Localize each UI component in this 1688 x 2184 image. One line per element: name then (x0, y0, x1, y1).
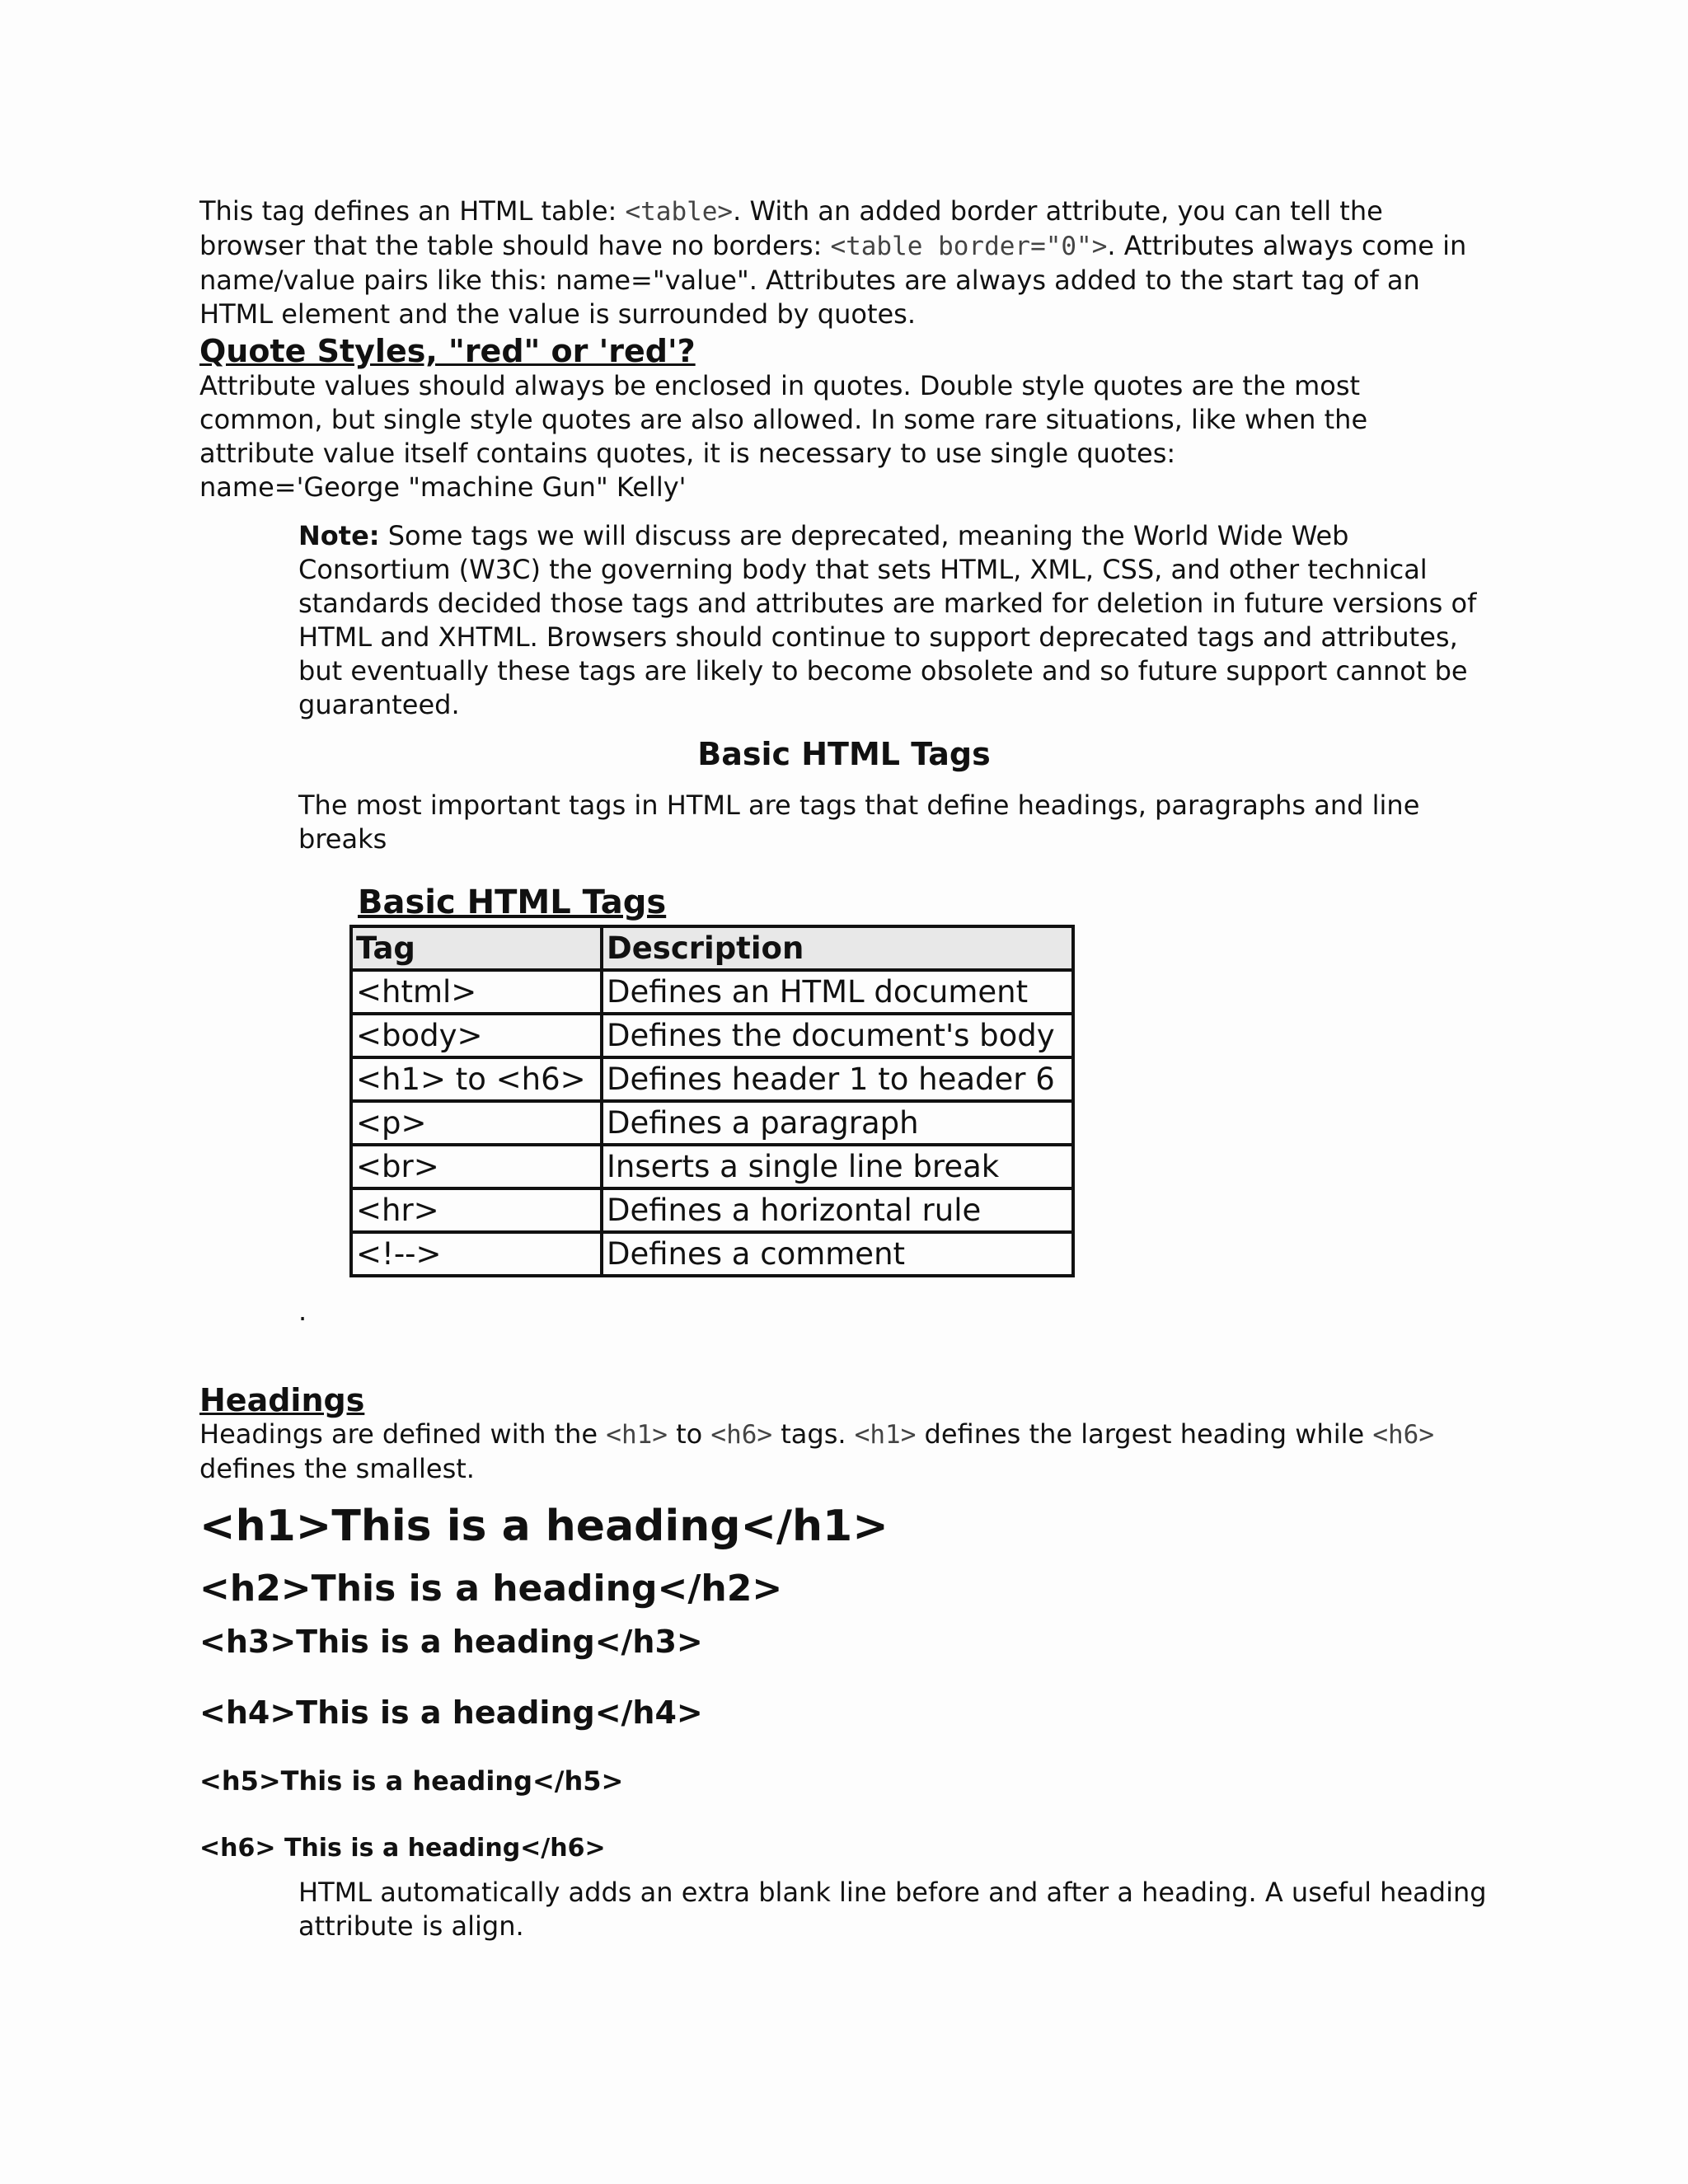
table-row (351, 1232, 1073, 1276)
table-cell-tag: <p> (351, 1101, 602, 1145)
headings-code-h1-b: <h1> (854, 1420, 917, 1450)
table-row (351, 1101, 1073, 1145)
note-text: Some tags we will discuss are deprecated, meaning the World Wide Web Consortium (W3C) the governing body that sets HTML, XML, CSS, and other technical standards decided those tags and attributes are marked for deletion in future versions of HTML and XHTML. Browsers should continue to support deprecated tags and attributes, but eventually these tags are likely to become obsolete and so future support cannot be guaranteed. (298, 520, 1477, 720)
intro-code-table-border: <table border="0"> (830, 232, 1108, 261)
table-cell-tag: <body> (351, 1014, 602, 1057)
basic-html-tags-title: Basic HTML Tags (697, 736, 991, 772)
heading-demo-h5: <h5>This is a heading</h5> (199, 1765, 624, 1797)
table-cell-tag: <h1> to <h6> (351, 1057, 602, 1101)
headings-text-1: Headings are defined with the (199, 1418, 607, 1450)
intro-text-3: . Attributes always come in name/value pairs like this: name="value". Attributes are always added to the start tag of an HTML element and the value is surrounded by quotes. (199, 230, 1467, 330)
headings-code-h6: <h6> (710, 1420, 773, 1450)
heading-demo-h6: <h6> This is a heading</h6> (199, 1834, 606, 1863)
headings-text-5: defines the smallest. (199, 1453, 475, 1484)
table-row (351, 970, 1073, 1014)
heading-demo-h1: <h1>This is a heading</h1> (199, 1502, 889, 1551)
heading-demo-h4: <h4>This is a heading</h4> (199, 1694, 703, 1731)
table-cell-tag: <br> (351, 1145, 602, 1188)
table-header-row (351, 926, 1073, 970)
headings-text-3: tags. (772, 1418, 855, 1450)
table-cell-description: Defines a comment (602, 1232, 1073, 1276)
intro-paragraph (199, 194, 1485, 331)
table-cell-tag: <!--> (351, 1232, 602, 1276)
table-cell-description: Inserts a single line break (602, 1145, 1073, 1188)
headings-text-4: defines the largest heading while (916, 1418, 1373, 1450)
headings-outro: HTML automatically adds an extra blank line before and after a heading. A useful heading attribute is align. (298, 1877, 1487, 1942)
quote-styles-body: Attribute values should always be enclosed in quotes. Double style quotes are the most common, but single style quotes are also allowed. In some rare situations, like when the attribute value itself contains quotes, it is necessary to use single quotes: (199, 370, 1368, 469)
table-cell-tag: <hr> (351, 1188, 602, 1232)
headings-text-2: to (667, 1418, 711, 1450)
table-header-tag: Tag (351, 926, 602, 970)
intro-text-1: This tag defines an HTML table: (199, 195, 626, 227)
heading-demo-h3: <h3>This is a heading</h3> (199, 1624, 703, 1660)
table-cell-description: Defines the document's body (602, 1014, 1073, 1057)
quote-styles-example: name='George "machine Gun" Kelly' (199, 471, 687, 503)
quote-styles-paragraph (199, 369, 1485, 504)
table-caption: Basic HTML Tags (358, 883, 667, 921)
basic-tags-table (349, 925, 1075, 1277)
quote-styles-heading: Quote Styles, "red" or 'red'? (199, 333, 696, 369)
table-header-description: Description (602, 926, 1073, 970)
basic-tags-intro: The most important tags in HTML are tags that define headings, paragraphs and line breaks (298, 790, 1420, 855)
table-row (351, 1145, 1073, 1188)
headings-code-h1: <h1> (606, 1420, 668, 1450)
headings-heading: Headings (199, 1382, 365, 1418)
heading-demo-h2: <h2>This is a heading</h2> (199, 1568, 783, 1610)
table-cell-tag: <html> (351, 970, 602, 1014)
table-cell-description: Defines a paragraph (602, 1101, 1073, 1145)
note-paragraph (298, 519, 1493, 722)
table-row (351, 1057, 1073, 1101)
table-cell-description: Defines an HTML document (602, 970, 1073, 1014)
table-row (351, 1188, 1073, 1232)
table-cell-description: Defines a horizontal rule (602, 1188, 1073, 1232)
intro-code-table: <table> (625, 197, 734, 227)
intro-text-2: . With an added border attribute, you can tell the browser that the table should have no borders: (199, 195, 1383, 261)
headings-paragraph (199, 1418, 1485, 1486)
table-cell-description: Defines header 1 to header 6 (602, 1057, 1073, 1101)
stray-period: . (298, 1296, 307, 1327)
note-label: Note: (298, 520, 380, 551)
headings-code-h6-b: <h6> (1372, 1420, 1434, 1450)
basic-tags-figure (349, 882, 1075, 1277)
table-row (351, 1014, 1073, 1057)
